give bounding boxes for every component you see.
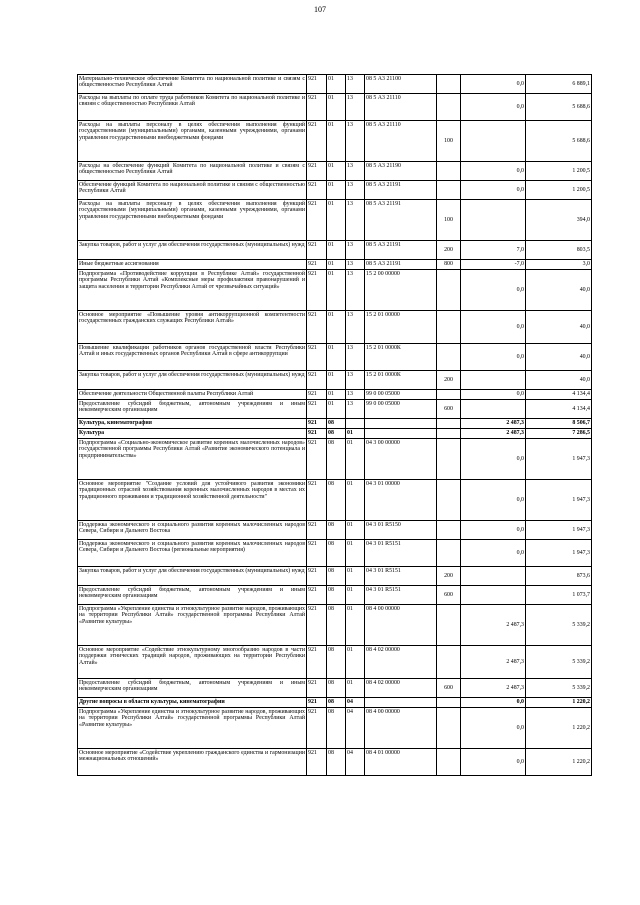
row-section-cell: 01 <box>327 390 346 400</box>
row-ministry-cell: 921 <box>307 698 327 708</box>
table-row <box>78 419 592 429</box>
row-change-amount-cell <box>461 567 526 586</box>
table-row <box>78 400 592 419</box>
row-subsection-cell: 13 <box>346 75 365 94</box>
table-row <box>78 390 592 400</box>
row-name-cell: Основное мероприятие «Повышение уровня антикоррупционной компетентности государственных гражданских служащих Республики Алтай» <box>78 311 307 344</box>
row-total-amount-cell: 5 339,2 <box>526 605 592 646</box>
row-name-cell: Предоставление субсидий бюджетным, автономным учреждениям и иным некоммерческим организациям <box>78 586 307 605</box>
row-subsection-cell: 01 <box>346 480 365 521</box>
row-expense-type-cell <box>437 75 461 94</box>
row-name-cell: Поддержка экономического и социального развития коренных малочисленных народов Севера, Сибири и Дальнего Востока <box>78 521 307 540</box>
table-row <box>78 540 592 567</box>
row-section-cell: 01 <box>327 181 346 200</box>
row-target-article-cell: 15 2 01 00000 <box>365 311 437 344</box>
row-change-amount-cell: 0,0 <box>461 181 526 200</box>
row-subsection-cell: 01 <box>346 679 365 698</box>
row-name-cell: Расходы на выплаты персоналу в целях обеспечения выполнения функций государственными (муниципальными) органами, казенными учреждениями, органами управления государственными внебюджетными фондами <box>78 200 307 241</box>
row-total-amount-cell: 1 947,3 <box>526 540 592 567</box>
row-section-cell: 01 <box>327 162 346 181</box>
row-ministry-cell: 921 <box>307 429 327 439</box>
row-ministry-cell: 921 <box>307 439 327 480</box>
table-row <box>78 698 592 708</box>
row-expense-type-cell <box>437 390 461 400</box>
row-expense-type-cell <box>437 344 461 371</box>
row-subsection-cell: 01 <box>346 605 365 646</box>
row-total-amount-cell: 4 134,4 <box>526 390 592 400</box>
row-total-amount-cell: 1 200,5 <box>526 162 592 181</box>
row-subsection-cell <box>346 419 365 429</box>
row-target-article-cell: 04 3 01 R5151 <box>365 567 437 586</box>
row-target-article-cell: 08 4 02 00000 <box>365 646 437 679</box>
table-row <box>78 162 592 181</box>
row-subsection-cell: 01 <box>346 521 365 540</box>
row-name-cell: Культура, кинематография <box>78 419 307 429</box>
row-section-cell: 08 <box>327 567 346 586</box>
row-section-cell: 01 <box>327 121 346 162</box>
row-target-article-cell: 08 5 А3 21191 <box>365 200 437 241</box>
table-row <box>78 708 592 749</box>
table-row <box>78 241 592 260</box>
row-name-cell: Закупка товаров, работ и услуг для обеспечения государственных (муниципальных) нужд <box>78 567 307 586</box>
row-ministry-cell: 921 <box>307 521 327 540</box>
row-ministry-cell: 921 <box>307 311 327 344</box>
row-total-amount-cell: 803,5 <box>526 241 592 260</box>
row-total-amount-cell: 3,0 <box>526 260 592 270</box>
row-section-cell: 08 <box>327 679 346 698</box>
row-total-amount-cell: 1 220,2 <box>526 749 592 776</box>
row-expense-type-cell <box>437 540 461 567</box>
row-ministry-cell: 921 <box>307 390 327 400</box>
row-name-cell: Другие вопросы в области культуры, кинематографии <box>78 698 307 708</box>
row-subsection-cell: 01 <box>346 429 365 439</box>
row-target-article-cell: 08 4 01 00000 <box>365 749 437 776</box>
row-ministry-cell: 921 <box>307 121 327 162</box>
row-change-amount-cell <box>461 371 526 390</box>
row-expense-type-cell <box>437 162 461 181</box>
row-name-cell: Расходы на обеспечение функций Комитета по национальной политике и связям с общественностью Республики Алтай <box>78 162 307 181</box>
row-ministry-cell: 921 <box>307 181 327 200</box>
row-ministry-cell: 921 <box>307 162 327 181</box>
row-expense-type-cell: 100 <box>437 200 461 241</box>
row-change-amount-cell <box>461 400 526 419</box>
row-target-article-cell: 04 3 01 00000 <box>365 480 437 521</box>
row-change-amount-cell <box>461 121 526 162</box>
row-total-amount-cell: 5 339,2 <box>526 646 592 679</box>
row-total-amount-cell: 8 506,7 <box>526 419 592 429</box>
row-name-cell: Обеспечение деятельности Общественной палаты Республики Алтай <box>78 390 307 400</box>
row-target-article-cell: 04 3 01 R5151 <box>365 540 437 567</box>
row-expense-type-cell <box>437 419 461 429</box>
row-ministry-cell: 921 <box>307 419 327 429</box>
row-target-article-cell <box>365 429 437 439</box>
row-subsection-cell: 13 <box>346 181 365 200</box>
row-ministry-cell: 921 <box>307 260 327 270</box>
table-row <box>78 749 592 776</box>
row-ministry-cell: 921 <box>307 567 327 586</box>
row-subsection-cell: 04 <box>346 708 365 749</box>
row-change-amount-cell: 0,0 <box>461 311 526 344</box>
row-change-amount-cell: 0,0 <box>461 521 526 540</box>
row-change-amount-cell: 0,0 <box>461 749 526 776</box>
row-expense-type-cell: 800 <box>437 260 461 270</box>
row-section-cell: 08 <box>327 749 346 776</box>
row-name-cell: Поддержка экономического и социального развития коренных малочисленных народов Севера, Сибири и Дальнего Востока (региональные мероприятия) <box>78 540 307 567</box>
table-row <box>78 121 592 162</box>
row-expense-type-cell <box>437 605 461 646</box>
row-expense-type-cell <box>437 749 461 776</box>
row-target-article-cell: 08 4 02 00000 <box>365 679 437 698</box>
row-section-cell: 08 <box>327 429 346 439</box>
row-section-cell: 01 <box>327 270 346 311</box>
row-subsection-cell: 13 <box>346 400 365 419</box>
row-expense-type-cell <box>437 521 461 540</box>
row-ministry-cell: 921 <box>307 679 327 698</box>
row-name-cell: Основное мероприятие «Содействие этнокультурному многообразию народов в части поддержки этнических традиций народов, проживающих на территории Республики Алтай» <box>78 646 307 679</box>
row-expense-type-cell <box>437 429 461 439</box>
budget-table-body <box>78 75 592 776</box>
row-expense-type-cell: 200 <box>437 567 461 586</box>
row-ministry-cell: 921 <box>307 605 327 646</box>
row-target-article-cell: 08 5 А3 21191 <box>365 241 437 260</box>
row-total-amount-cell: 1 220,2 <box>526 708 592 749</box>
row-expense-type-cell <box>437 480 461 521</box>
row-subsection-cell: 04 <box>346 698 365 708</box>
row-section-cell: 01 <box>327 260 346 270</box>
row-expense-type-cell <box>437 439 461 480</box>
row-change-amount-cell <box>461 586 526 605</box>
row-target-article-cell: 08 5 А3 21110 <box>365 121 437 162</box>
row-total-amount-cell: 5 688,6 <box>526 121 592 162</box>
row-name-cell: Обеспечение функций Комитета по национальной политике и связям с общественностью Республики Алтай <box>78 181 307 200</box>
row-ministry-cell: 921 <box>307 708 327 749</box>
row-section-cell: 08 <box>327 521 346 540</box>
row-ministry-cell: 921 <box>307 200 327 241</box>
row-section-cell: 01 <box>327 311 346 344</box>
row-ministry-cell: 921 <box>307 480 327 521</box>
row-subsection-cell: 13 <box>346 371 365 390</box>
row-total-amount-cell: 873,6 <box>526 567 592 586</box>
row-section-cell: 08 <box>327 419 346 429</box>
row-name-cell: Материально-техническое обеспечение Комитета по национальной политике и связям с общественностью Республики Алтай <box>78 75 307 94</box>
row-total-amount-cell: 40,0 <box>526 311 592 344</box>
row-expense-type-cell: 200 <box>437 241 461 260</box>
row-change-amount-cell: 7,0 <box>461 241 526 260</box>
row-expense-type-cell <box>437 94 461 121</box>
row-change-amount-cell: 0,0 <box>461 708 526 749</box>
row-target-article-cell: 99 0 00 05000 <box>365 390 437 400</box>
row-name-cell: Подпрограмма «Укрепление единства и этнокультурное развитие народов, проживающих на территории Республики Алтай» государственной программы Республики Алтай «Развитие культуры» <box>78 605 307 646</box>
row-change-amount-cell: 2 487,3 <box>461 605 526 646</box>
row-subsection-cell: 04 <box>346 749 365 776</box>
row-change-amount-cell: 0,0 <box>461 94 526 121</box>
row-target-article-cell: 04 3 00 00000 <box>365 439 437 480</box>
row-total-amount-cell: 40,0 <box>526 344 592 371</box>
row-total-amount-cell: 6 889,1 <box>526 75 592 94</box>
row-ministry-cell: 921 <box>307 94 327 121</box>
row-change-amount-cell: 0,0 <box>461 480 526 521</box>
row-subsection-cell: 13 <box>346 390 365 400</box>
table-row <box>78 521 592 540</box>
row-section-cell: 01 <box>327 400 346 419</box>
row-name-cell: Предоставление субсидий бюджетным, автономным учреждениям и иным некоммерческим организациям <box>78 400 307 419</box>
row-change-amount-cell: 2 487,3 <box>461 679 526 698</box>
row-subsection-cell: 13 <box>346 260 365 270</box>
row-section-cell: 08 <box>327 480 346 521</box>
row-name-cell: Расходы на выплаты персоналу в целях обеспечения выполнения функций государственными (муниципальными) органами, казенными учреждениями, органами управления государственными внебюджетными фондами <box>78 121 307 162</box>
row-name-cell: Закупка товаров, работ и услуг для обеспечения государственных (муниципальных) нужд <box>78 241 307 260</box>
row-expense-type-cell: 600 <box>437 586 461 605</box>
row-section-cell: 08 <box>327 586 346 605</box>
table-row <box>78 200 592 241</box>
table-row <box>78 311 592 344</box>
row-total-amount-cell: 1 073,7 <box>526 586 592 605</box>
row-ministry-cell: 921 <box>307 646 327 679</box>
row-target-article-cell: 15 2 01 0000К <box>365 344 437 371</box>
table-row <box>78 181 592 200</box>
row-section-cell: 01 <box>327 344 346 371</box>
row-change-amount-cell: 2 487,3 <box>461 646 526 679</box>
row-total-amount-cell: 5 339,2 <box>526 679 592 698</box>
table-row <box>78 94 592 121</box>
row-total-amount-cell: 1 947,3 <box>526 480 592 521</box>
row-subsection-cell: 13 <box>346 241 365 260</box>
table-row <box>78 567 592 586</box>
row-name-cell: Закупка товаров, работ и услуг для обеспечения государственных (муниципальных) нужд <box>78 371 307 390</box>
row-section-cell: 01 <box>327 94 346 121</box>
row-name-cell: Иные бюджетные ассигнования <box>78 260 307 270</box>
row-name-cell: Расходы на выплаты по оплате труда работников Комитета по национальной политике и связям с общественностью Республики Алтай <box>78 94 307 121</box>
row-section-cell: 08 <box>327 540 346 567</box>
row-subsection-cell: 13 <box>346 94 365 121</box>
row-change-amount-cell: 0,0 <box>461 270 526 311</box>
row-change-amount-cell: 0,0 <box>461 390 526 400</box>
row-change-amount-cell: 2 487,3 <box>461 429 526 439</box>
table-row <box>78 75 592 94</box>
row-change-amount-cell: 0,0 <box>461 439 526 480</box>
row-subsection-cell: 13 <box>346 344 365 371</box>
row-section-cell: 01 <box>327 371 346 390</box>
row-expense-type-cell <box>437 311 461 344</box>
row-subsection-cell: 01 <box>346 567 365 586</box>
page-number: 107 <box>314 5 326 14</box>
row-subsection-cell: 13 <box>346 162 365 181</box>
row-total-amount-cell: 1 200,5 <box>526 181 592 200</box>
row-expense-type-cell <box>437 181 461 200</box>
row-ministry-cell: 921 <box>307 371 327 390</box>
row-section-cell: 08 <box>327 439 346 480</box>
row-change-amount-cell: 0,0 <box>461 540 526 567</box>
row-expense-type-cell: 100 <box>437 121 461 162</box>
row-subsection-cell: 13 <box>346 311 365 344</box>
budget-table <box>77 74 592 776</box>
row-subsection-cell: 01 <box>346 646 365 679</box>
row-name-cell: Подпрограмма «Социально-экономическое развитие коренных малочисленных народов» государственной программы Республики Алтай «Развитие экономического потенциала и предпринимательства» <box>78 439 307 480</box>
row-target-article-cell: 08 4 00 00000 <box>365 708 437 749</box>
row-target-article-cell: 08 5 А3 21191 <box>365 260 437 270</box>
table-row <box>78 679 592 698</box>
row-ministry-cell: 921 <box>307 749 327 776</box>
row-expense-type-cell <box>437 646 461 679</box>
row-expense-type-cell: 200 <box>437 371 461 390</box>
row-target-article-cell: 04 3 01 R5151 <box>365 586 437 605</box>
row-name-cell: Предоставление субсидий бюджетным, автономным учреждениям и иным некоммерческим организациям <box>78 679 307 698</box>
row-subsection-cell: 13 <box>346 270 365 311</box>
row-section-cell: 08 <box>327 646 346 679</box>
row-target-article-cell: 15 2 00 00000 <box>365 270 437 311</box>
row-target-article-cell: 08 5 А3 21110 <box>365 94 437 121</box>
row-section-cell: 08 <box>327 708 346 749</box>
row-expense-type-cell <box>437 698 461 708</box>
row-total-amount-cell: 394,0 <box>526 200 592 241</box>
table-row <box>78 439 592 480</box>
row-change-amount-cell: 0,0 <box>461 698 526 708</box>
table-row <box>78 270 592 311</box>
table-row <box>78 344 592 371</box>
row-expense-type-cell: 600 <box>437 679 461 698</box>
row-name-cell: Культура <box>78 429 307 439</box>
table-row <box>78 371 592 390</box>
table-row <box>78 605 592 646</box>
row-change-amount-cell: 2 487,3 <box>461 419 526 429</box>
row-target-article-cell: 08 5 А3 21100 <box>365 75 437 94</box>
row-ministry-cell: 921 <box>307 540 327 567</box>
row-name-cell: Повышение квалификации работников органов государственной власти Республики Алтай и иных государственных органов Республики Алтай в сфере антикоррупции <box>78 344 307 371</box>
row-target-article-cell: 08 5 А3 21190 <box>365 162 437 181</box>
row-section-cell: 01 <box>327 200 346 241</box>
row-target-article-cell: 04 3 01 R5150 <box>365 521 437 540</box>
row-ministry-cell: 921 <box>307 270 327 311</box>
row-change-amount-cell: -7,0 <box>461 260 526 270</box>
row-expense-type-cell <box>437 708 461 749</box>
row-change-amount-cell <box>461 200 526 241</box>
row-target-article-cell <box>365 698 437 708</box>
row-target-article-cell <box>365 419 437 429</box>
row-subsection-cell: 01 <box>346 439 365 480</box>
row-ministry-cell: 921 <box>307 400 327 419</box>
row-section-cell: 08 <box>327 698 346 708</box>
row-ministry-cell: 921 <box>307 75 327 94</box>
row-target-article-cell: 99 0 00 05000 <box>365 400 437 419</box>
row-total-amount-cell: 1 947,3 <box>526 439 592 480</box>
row-change-amount-cell: 0,0 <box>461 344 526 371</box>
row-total-amount-cell: 40,0 <box>526 371 592 390</box>
row-name-cell: Подпрограмма «Укрепление единства и этнокультурное развитие народов, проживающих на территории Республики Алтай» государственной программы Республики Алтай «Развитие культуры» <box>78 708 307 749</box>
row-ministry-cell: 921 <box>307 241 327 260</box>
table-row <box>78 429 592 439</box>
row-ministry-cell: 921 <box>307 586 327 605</box>
row-name-cell: Основное мероприятие "Создание условий для устойчивого развития экономики традиционных отраслей хозяйствования коренных малочисленных народов в местах их традиционного проживания и традиционной хозяйственной деятельности" <box>78 480 307 521</box>
row-total-amount-cell: 4 134,4 <box>526 400 592 419</box>
row-subsection-cell: 01 <box>346 540 365 567</box>
row-ministry-cell: 921 <box>307 344 327 371</box>
row-change-amount-cell: 0,0 <box>461 75 526 94</box>
row-total-amount-cell: 1 220,2 <box>526 698 592 708</box>
row-target-article-cell: 08 5 А3 21191 <box>365 181 437 200</box>
row-total-amount-cell: 1 947,3 <box>526 521 592 540</box>
row-name-cell: Подпрограмма «Противодействие коррупции в Республике Алтай» государственной программы Республики Алтай «Комплексные меры профилактики правонарушений и защита населения и территории Республики Алтай от чрезвычайных ситуаций» <box>78 270 307 311</box>
row-name-cell: Основное мероприятие «Содействие укреплению гражданского единства и гармонизации межнациональных отношений» <box>78 749 307 776</box>
row-section-cell: 08 <box>327 605 346 646</box>
row-subsection-cell: 01 <box>346 586 365 605</box>
row-section-cell: 01 <box>327 75 346 94</box>
table-row <box>78 586 592 605</box>
row-target-article-cell: 15 2 01 0000К <box>365 371 437 390</box>
row-expense-type-cell: 600 <box>437 400 461 419</box>
row-subsection-cell: 13 <box>346 200 365 241</box>
row-total-amount-cell: 5 688,6 <box>526 94 592 121</box>
row-total-amount-cell: 40,0 <box>526 270 592 311</box>
table-row <box>78 480 592 521</box>
table-row <box>78 646 592 679</box>
row-target-article-cell: 08 4 00 00000 <box>365 605 437 646</box>
row-section-cell: 01 <box>327 241 346 260</box>
row-expense-type-cell <box>437 270 461 311</box>
table-row <box>78 260 592 270</box>
row-change-amount-cell: 0,0 <box>461 162 526 181</box>
row-total-amount-cell: 7 286,5 <box>526 429 592 439</box>
row-subsection-cell: 13 <box>346 121 365 162</box>
